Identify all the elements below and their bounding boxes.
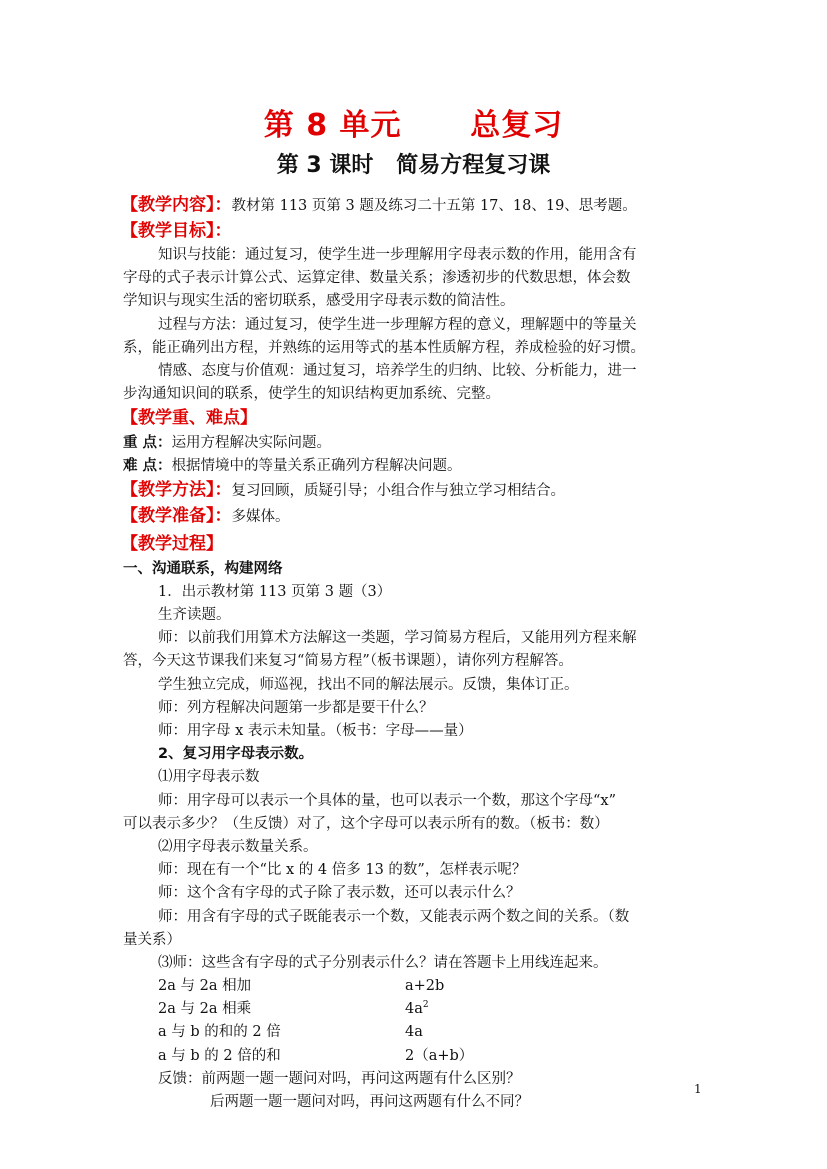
process-line: ⑵用字母表示数量关系。 — [158, 838, 318, 855]
method-row — [121, 478, 708, 504]
goal-line: 字母的式子表示计算公式、运算定律、数量关系；渗透初步的代数思想，体会数 — [123, 270, 631, 287]
method-text: 复习回顾，质疑引导；小组合作与独立学习相结合。 — [231, 483, 565, 500]
match-row — [123, 975, 708, 998]
goal-line: 过程与方法：通过复习，使学生进一步理解方程的意义，理解题中的等量关 — [158, 316, 637, 333]
process-line: ⑶师：这些含有字母的式子分别表示什么？请在答题卡上用线连起来。 — [158, 954, 608, 971]
match-row — [123, 998, 708, 1021]
key-point-text: 运用方程解决实际问题。 — [171, 434, 332, 451]
match-row — [123, 1045, 708, 1068]
hard-point-text: 根据情境中的等量关系正确列方程解决问题。 — [171, 458, 462, 474]
process-line: 生齐读题。 — [158, 607, 231, 624]
section-heading: 一、沟通联系，构建网络 — [123, 560, 283, 577]
section-heading: 2、复习用字母表示数。 — [158, 746, 314, 763]
match-right: 4a — [405, 1001, 423, 1018]
lesson-title: 第 3 课时 简易方程复习课 — [276, 153, 551, 178]
page-number: 1 — [694, 1082, 702, 1096]
key-point-label: 重 点： — [123, 434, 172, 451]
feedback-line: 反馈：前两题一题一题问对吗，再问这两题有什么区别？ — [158, 1070, 521, 1087]
method-label: 【教学方法】： — [121, 480, 232, 501]
exponent: 2 — [422, 1000, 429, 1011]
match-right: a+2b — [405, 978, 445, 995]
process-heading — [121, 532, 708, 558]
process-line: 学生独立完成，师巡视，找出不同的解法展示。反馈，集体订正。 — [158, 676, 579, 693]
process-line: 师：用字母 x 表示未知量。（板书：字母——量） — [158, 723, 473, 739]
keypoints-label: 【教学重、难点】 — [121, 408, 257, 429]
match-left: a 与 b 的和的 2 倍 — [158, 1024, 281, 1041]
process-line: 师：这个含有字母的式子除了表示数，还可以表示什么？ — [158, 885, 521, 902]
match-left: a 与 b 的 2 倍的和 — [158, 1047, 281, 1064]
prep-row — [121, 504, 708, 530]
process-line: 师：列方程解决问题第一步都是要干什么？ — [158, 699, 434, 716]
goal-line: 步沟通知识间的联系，使学生的知识结构更加系统、完整。 — [123, 386, 500, 403]
process-line: 师：用含有字母的式子既能表示一个数，又能表示两个数之间的关系。（数 — [158, 908, 630, 925]
keypoints-heading — [121, 406, 708, 432]
goal-line: 学知识与现实生活的密切联系，感受用字母表示数的简洁性。 — [123, 293, 515, 310]
match-row — [123, 1021, 708, 1044]
prep-label: 【教学准备】： — [121, 505, 232, 526]
process-line: 师：现在有一个“比 x 的 4 倍多 13 的数”，怎样表示呢？ — [158, 862, 527, 879]
process-line: ⑴用字母表示数 — [158, 769, 260, 786]
match-right: 2（a+b） — [405, 1047, 474, 1064]
match-left: 2a 与 2a 相乘 — [158, 1001, 252, 1018]
goal-line: 情感、态度与价值观：通过复习，培养学生的归纳、比较、分析能力，进一 — [158, 362, 637, 379]
match-right: 4a — [405, 1024, 423, 1041]
process-line: 答，今天这节课我们来复习“简易方程”（板书课题），请你列方程解答。 — [123, 653, 573, 670]
process-line: 可以表示多少？（生反馈）对了，这个字母可以表示所有的数。（板书：数） — [123, 815, 609, 832]
prep-text: 多媒体。 — [231, 508, 290, 525]
process-line: 师：用字母可以表示一个具体的量，也可以表示一个数，那这个字母“x” — [158, 792, 617, 809]
goal-line: 知识与技能：通过复习，使学生进一步理解用字母表示数的作用，能用含有 — [158, 247, 637, 263]
hard-point-row — [123, 455, 708, 478]
process-line: 师：以前我们用算术方法解这一类题，学习简易方程后，又能用列方程来解 — [158, 630, 637, 647]
goals-heading — [121, 219, 708, 245]
process-line: 1．出示教材第 113 页第 3 题（3） — [158, 583, 392, 600]
match-left: 2a 与 2a 相加 — [158, 978, 252, 995]
feedback-line: 后两题一题一题问对吗，再问这两题有什么不同？ — [210, 1094, 529, 1110]
key-point-row — [123, 432, 708, 455]
hard-point-label: 难 点： — [123, 458, 172, 474]
process-line: 量关系） — [123, 931, 181, 948]
content-text: 教材第 113 页第 3 题及练习二十五第 17、18、19、思考题。 — [231, 198, 637, 214]
document-body — [123, 193, 708, 1114]
unit-title: 第 8 单元 总复习 — [263, 108, 564, 143]
content-label: 【教学内容】： — [121, 195, 232, 215]
goal-line: 系，能正确列出方程，并熟练的运用等式的基本性质解方程，养成检验的好习惯。 — [123, 339, 645, 356]
goals-label: 【教学目标】： — [121, 220, 232, 241]
process-label: 【教学过程】 — [121, 534, 223, 555]
content-row — [121, 193, 708, 219]
